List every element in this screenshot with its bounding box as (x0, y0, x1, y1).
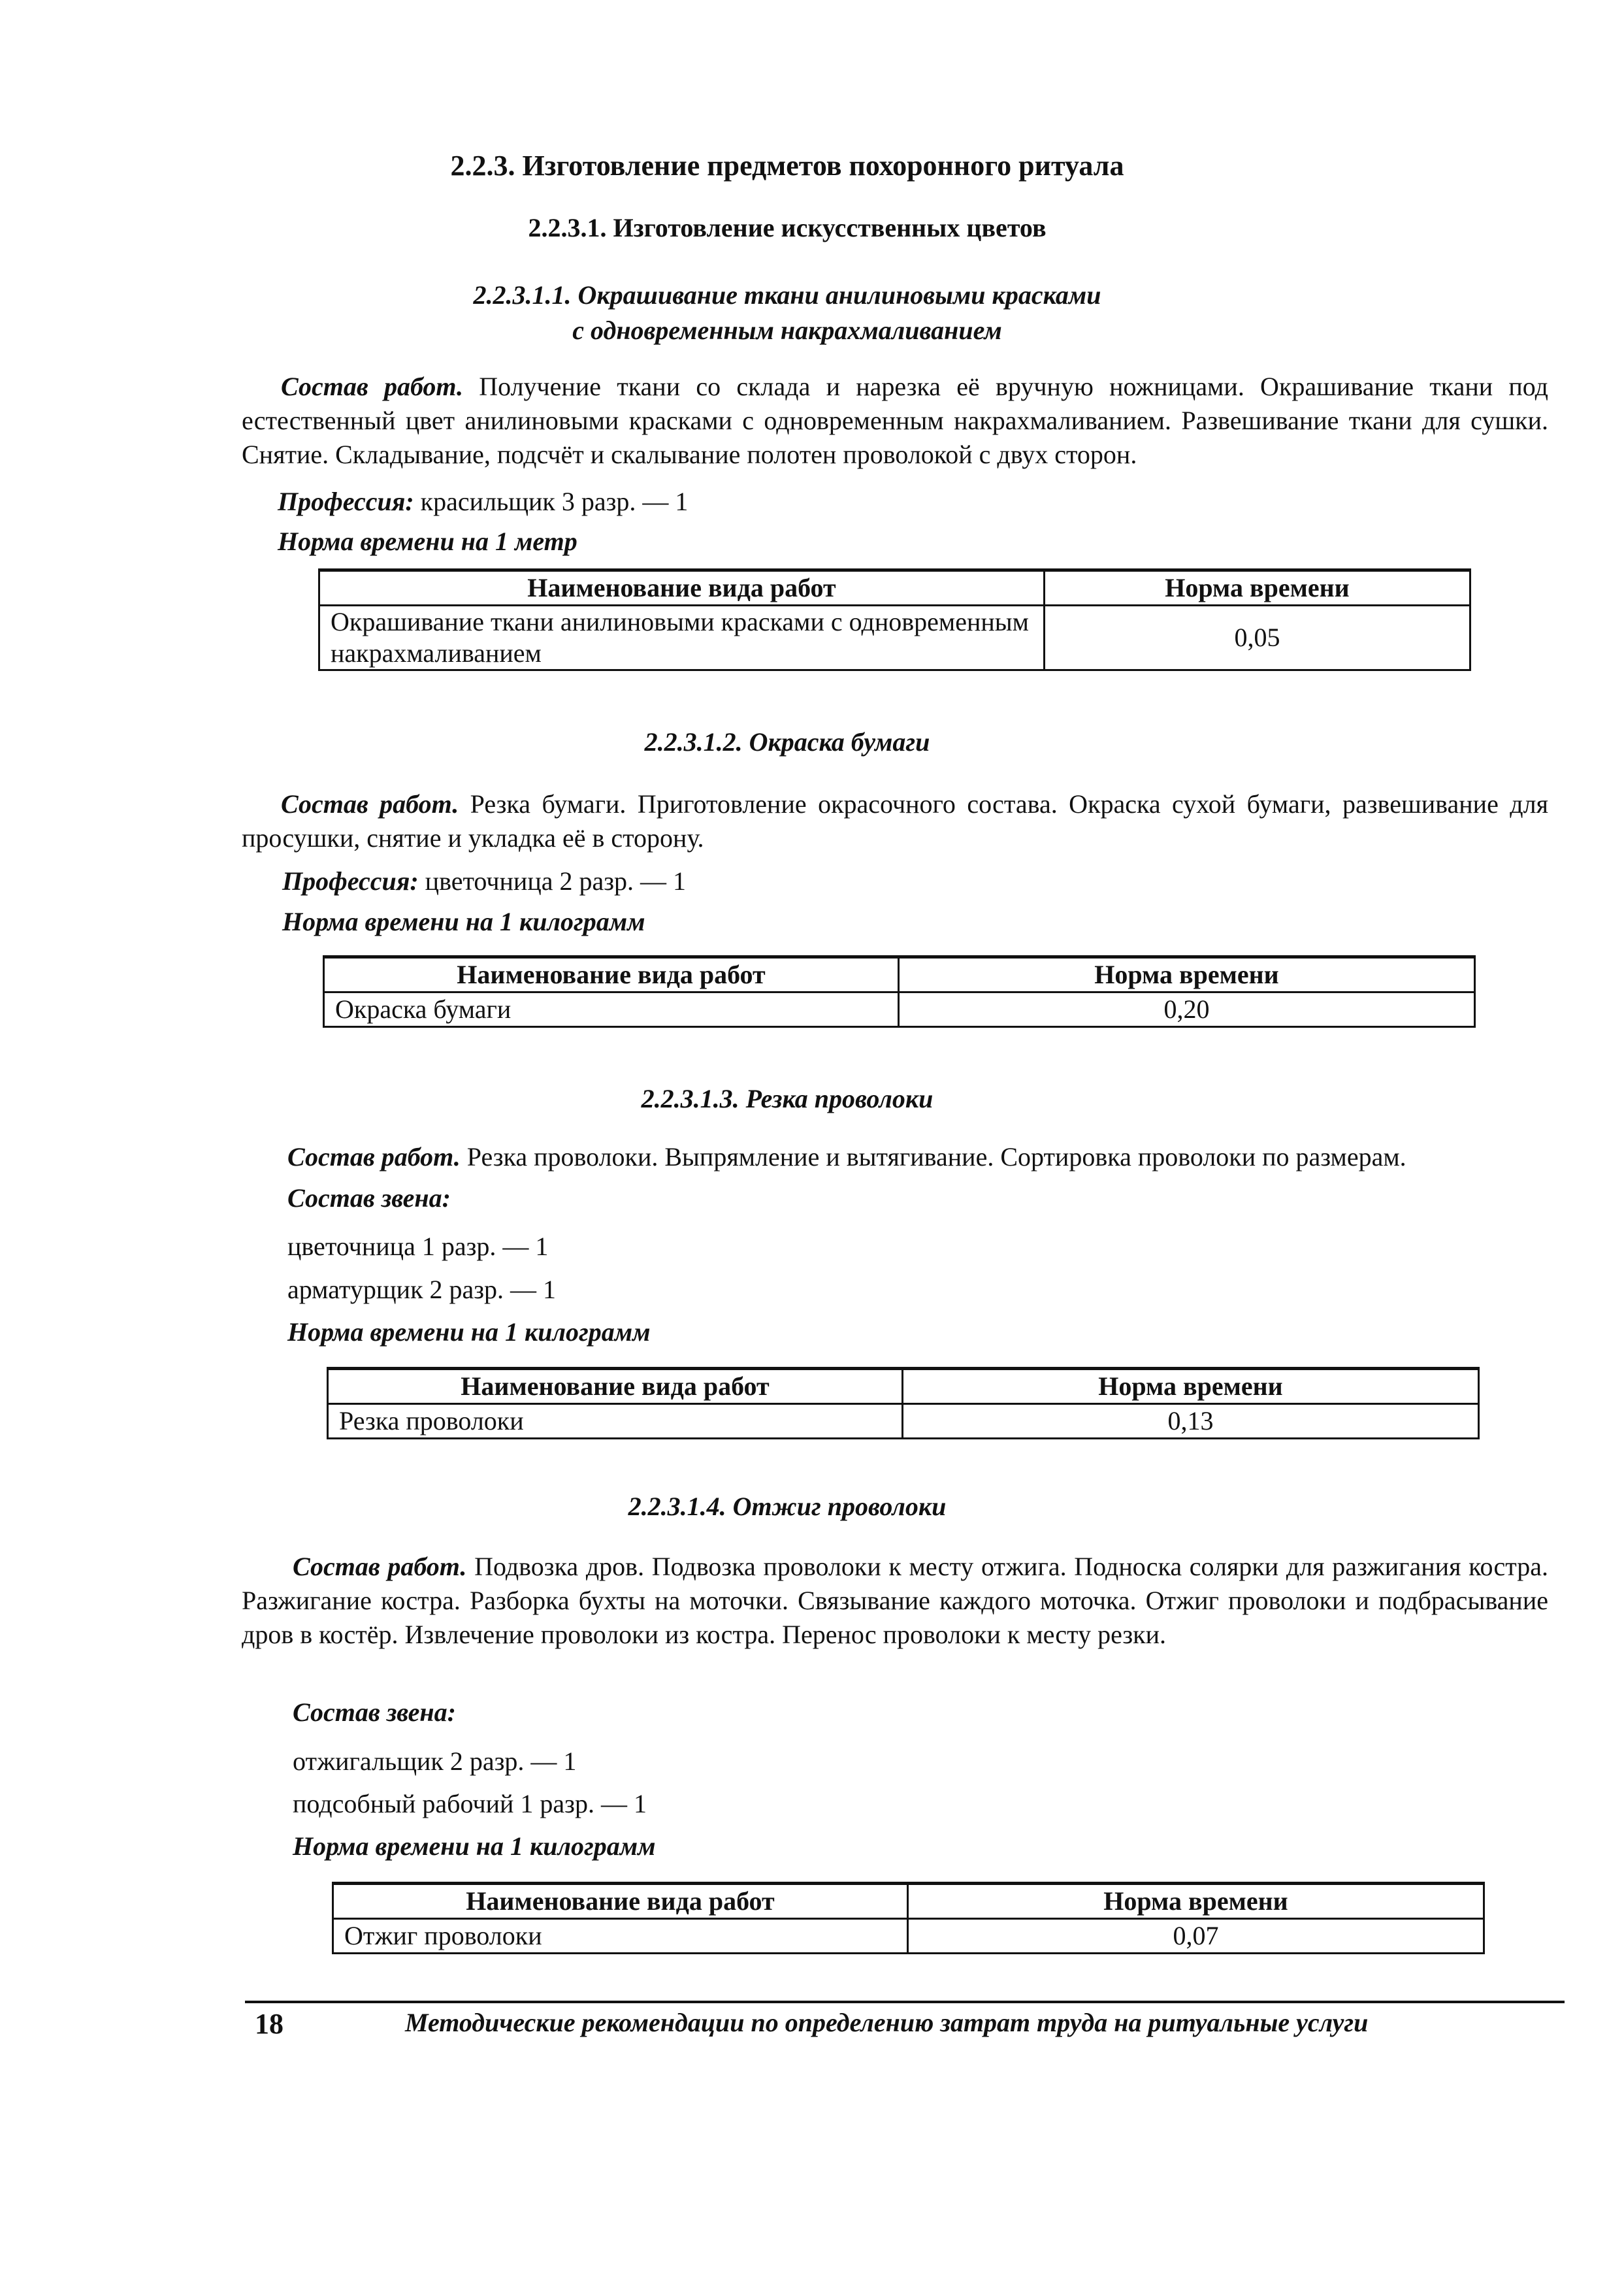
main-heading: 2.2.3. Изготовление предметов похоронного ритуала (450, 150, 1124, 182)
section-4-table (332, 1882, 1485, 1954)
table-header-name: Наименование вида работ (324, 957, 899, 992)
table-row (333, 1919, 1484, 1954)
section-2-title: 2.2.3.1.2. Окраска бумаги (644, 727, 930, 757)
section-2-composition (242, 787, 1548, 855)
section-4-crew-item-2: подсобный рабочий 1 разр. — 1 (293, 1789, 647, 1818)
table-row (324, 992, 1475, 1027)
profession-text: красильщик 3 разр. — 1 (420, 487, 689, 516)
section-2-norm-label: Норма времени на 1 килограмм (282, 907, 645, 936)
section-1-composition (242, 370, 1548, 472)
table-cell-name: Окраска бумаги (324, 992, 899, 1027)
section-2-table (323, 955, 1476, 1028)
section-3-table (327, 1367, 1480, 1439)
table-cell-value: 0,07 (908, 1919, 1484, 1954)
composition-text: Резка бумаги. Приготовление окрасочного состава. Окраска сухой бумаги, развешивание для просушки, снятие и укладка её в сторону. (242, 789, 1549, 853)
profession-label: Профессия: (282, 866, 419, 896)
table-header-norm: Норма времени (908, 1884, 1484, 1919)
table-header-norm: Норма времени (1045, 570, 1470, 606)
composition-label: Состав работ. (293, 1552, 467, 1581)
section-1-title-line1: 2.2.3.1.1. Окрашивание ткани анилиновыми красками (473, 280, 1101, 310)
table-row (319, 606, 1470, 670)
table-header-norm: Норма времени (899, 957, 1475, 992)
section-3-crew-item-2: арматурщик 2 разр. — 1 (287, 1275, 557, 1304)
table-cell-name: Резка проволоки (328, 1404, 903, 1439)
section-1-norm-label: Норма времени на 1 метр (278, 527, 577, 556)
table-cell-value: 0,20 (899, 992, 1475, 1027)
table-cell-value: 0,13 (903, 1404, 1479, 1439)
table-header-name: Наименование вида работ (333, 1884, 908, 1919)
table-header-name: Наименование вида работ (319, 570, 1045, 606)
section-1-title (242, 278, 1333, 348)
composition-text: Резка проволоки. Выпрямление и вытягивание. Сортировка проволоки по размерам. (466, 1142, 1406, 1172)
table-cell-name: Отжиг проволоки (333, 1919, 908, 1954)
composition-text: Подвозка дров. Подвозка проволоки к месту отжига. Подноска солярки для разжигания костра. Разжигание костра. Разборка бухты на моточки. Связывание каждого моточка. Отжиг проволоки и подбрасывание дров в костёр. Извлечение проволоки из костра. Перенос проволоки к месту резки. (242, 1552, 1549, 1649)
composition-label: Состав работ. (281, 372, 463, 401)
section-4-composition (242, 1550, 1548, 1652)
table-cell-name: Окрашивание ткани анилиновыми красками с одновременным накрахмаливанием (319, 606, 1045, 670)
section-3-composition (242, 1140, 1548, 1174)
section-1-table (318, 568, 1471, 671)
table-header-row (319, 570, 1470, 606)
sub-heading: 2.2.3.1. Изготовление искусственных цветов (528, 213, 1047, 242)
section-3-norm-label: Норма времени на 1 килограмм (287, 1317, 651, 1347)
composition-text: Получение ткани со склада и нарезка её вручную ножницами. Окрашивание ткани под естественный цвет анилиновыми красками с одновременным накрахмаливанием. Развешивание ткани для сушки. Снятие. Складывание, подсчёт и скалывание полотен проволокой с двух сторон. (242, 372, 1548, 469)
profession-text: цветочница 2 разр. — 1 (425, 866, 687, 896)
section-4-norm-label: Норма времени на 1 килограмм (293, 1831, 656, 1861)
section-4-crew-item-1: отжигальщик 2 разр. — 1 (293, 1746, 577, 1776)
table-row (328, 1404, 1479, 1439)
table-header-row (328, 1369, 1479, 1404)
section-1-profession (278, 485, 688, 519)
section-2-profession (282, 864, 686, 898)
section-4-title: 2.2.3.1.4. Отжиг проволоки (628, 1492, 947, 1521)
section-4-crew-label: Состав звена: (293, 1697, 456, 1727)
profession-label: Профессия: (278, 487, 414, 516)
composition-label: Состав работ. (281, 789, 459, 819)
table-header-name: Наименование вида работ (328, 1369, 903, 1404)
page-number: 18 (255, 2008, 284, 2040)
table-header-row (333, 1884, 1484, 1919)
table-header-norm: Норма времени (903, 1369, 1479, 1404)
composition-label: Состав работ. (287, 1142, 461, 1172)
table-header-row (324, 957, 1475, 992)
section-3-title: 2.2.3.1.3. Резка проволоки (641, 1084, 934, 1113)
footer-running-title: Методические рекомендации по определению затрат труда на ритуальные услуги (405, 2008, 1369, 2037)
section-3-crew-label: Состав звена: (287, 1183, 451, 1213)
section-1-title-line2: с одновременным накрахмаливанием (572, 316, 1002, 345)
table-cell-value: 0,05 (1045, 606, 1470, 670)
footer-divider (245, 2001, 1565, 2003)
section-3-crew-item-1: цветочница 1 разр. — 1 (287, 1232, 549, 1261)
